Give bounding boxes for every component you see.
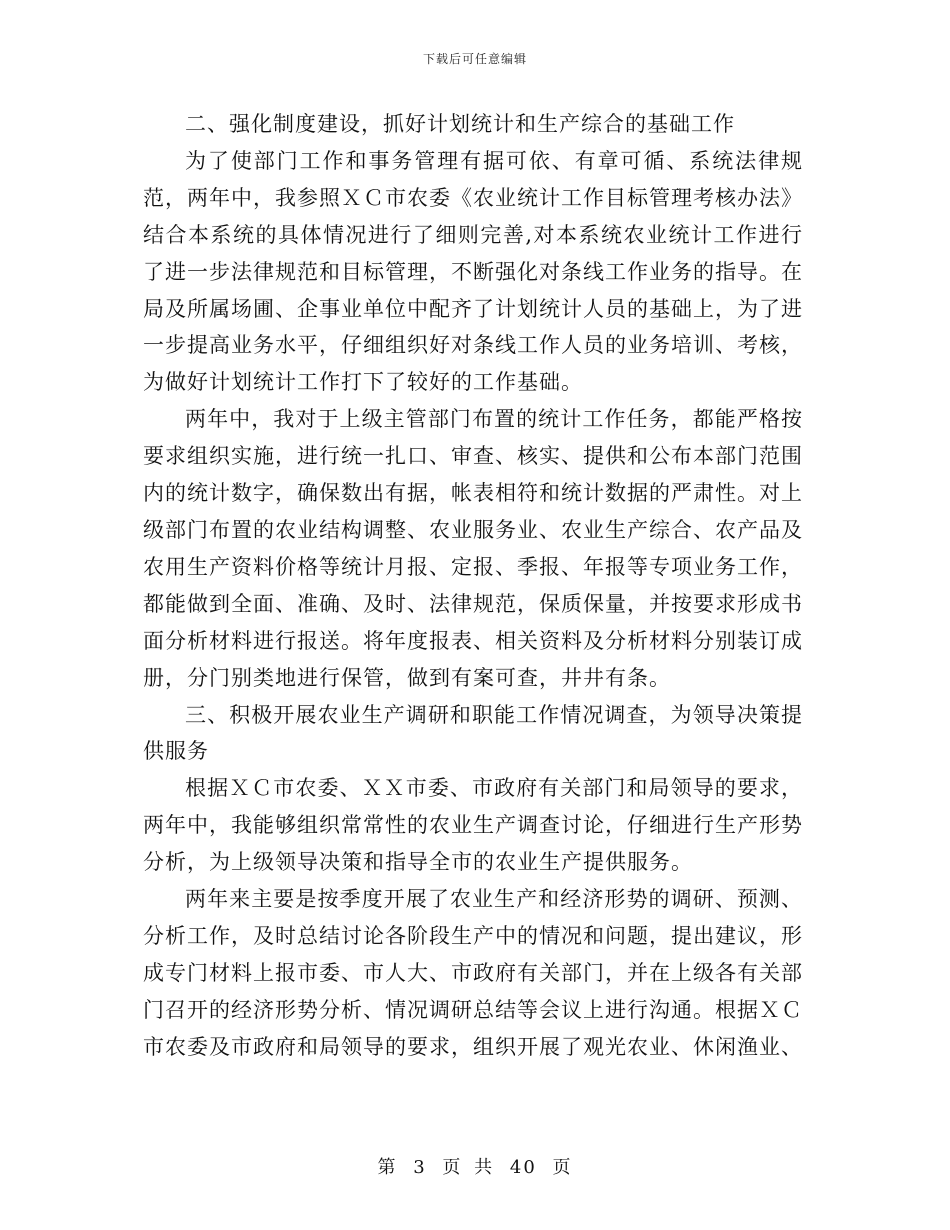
current-page-number: 3 — [413, 1157, 427, 1178]
footer-middle: 页 共 — [442, 1157, 495, 1178]
total-page-count: 40 — [509, 1157, 537, 1178]
body-paragraph: 两年来主要是按季度开展了农业生产和经济形势的调研、预测、分析工作，及时总结讨论各阶段生产中的情况和问题，提出建议，形成专门材料上报市委、市人大、市政府有关部门，并在上级各有关部门召开的经济形势分析、情况调研总结等会议上进行沟通。根据ＸＣ市农委及市政府和局领导的要求，组织开展了观光农业、休闲渔业、 — [143, 887, 803, 1059]
document-body — [143, 106, 803, 1066]
section-heading-3: 三、积极开展农业生产调研和职能工作情况调查，为领导决策提供服务 — [143, 702, 803, 764]
footer-prefix: 第 — [377, 1157, 398, 1178]
body-paragraph: 根据ＸＣ市农委、ＸＸ市委、市政府有关部门和局领导的要求，两年中，我能够组织常常性的农业生产调查讨论，仔细进行生产形势分析，为上级领导决策和指导全市的农业生产提供服务。 — [143, 776, 803, 875]
page-footer — [0, 1153, 950, 1179]
body-paragraph: 为了使部门工作和事务管理有据可依、有章可循、系统法律规范，两年中，我参照ＸＣ市农委《农业统计工作目标管理考核办法》结合本系统的具体情况进行了细则完善,对本系统农业统计工作进行了进一步法律规范和目标管理，不断强化对条线工作业务的指导。在局及所属场圃、企事业单位中配齐了计划统计人员的基础上，为了进一步提高业务水平，仔细组织好对条线工作人员的业务培训、考核，为做好计划统计工作打下了较好的工作基础。 — [143, 148, 803, 395]
page-header: 下载后可任意编辑 — [422, 52, 527, 66]
footer-suffix: 页 — [552, 1157, 573, 1178]
body-paragraph: 两年中，我对于上级主管部门布置的统计工作任务，都能严格按要求组织实施，进行统一扎口、审查、核实、提供和公布本部门范围内的统计数字，确保数出有据，帐表相符和统计数据的严肃性。对上级部门布置的农业结构调整、农业服务业、农业生产综合、农产品及农用生产资料价格等统计月报、定报、季报、年报等专项业务工作，都能做到全面、准确、及时、法律规范，保质保量，并按要求形成书面分析材料进行报送。将年度报表、相关资料及分析材料分别装订成册，分门别类地进行保管，做到有案可查，井井有条。 — [143, 407, 803, 690]
section-heading-2: 二、强化制度建设，抓好计划统计和生产综合的基础工作 — [185, 112, 735, 136]
